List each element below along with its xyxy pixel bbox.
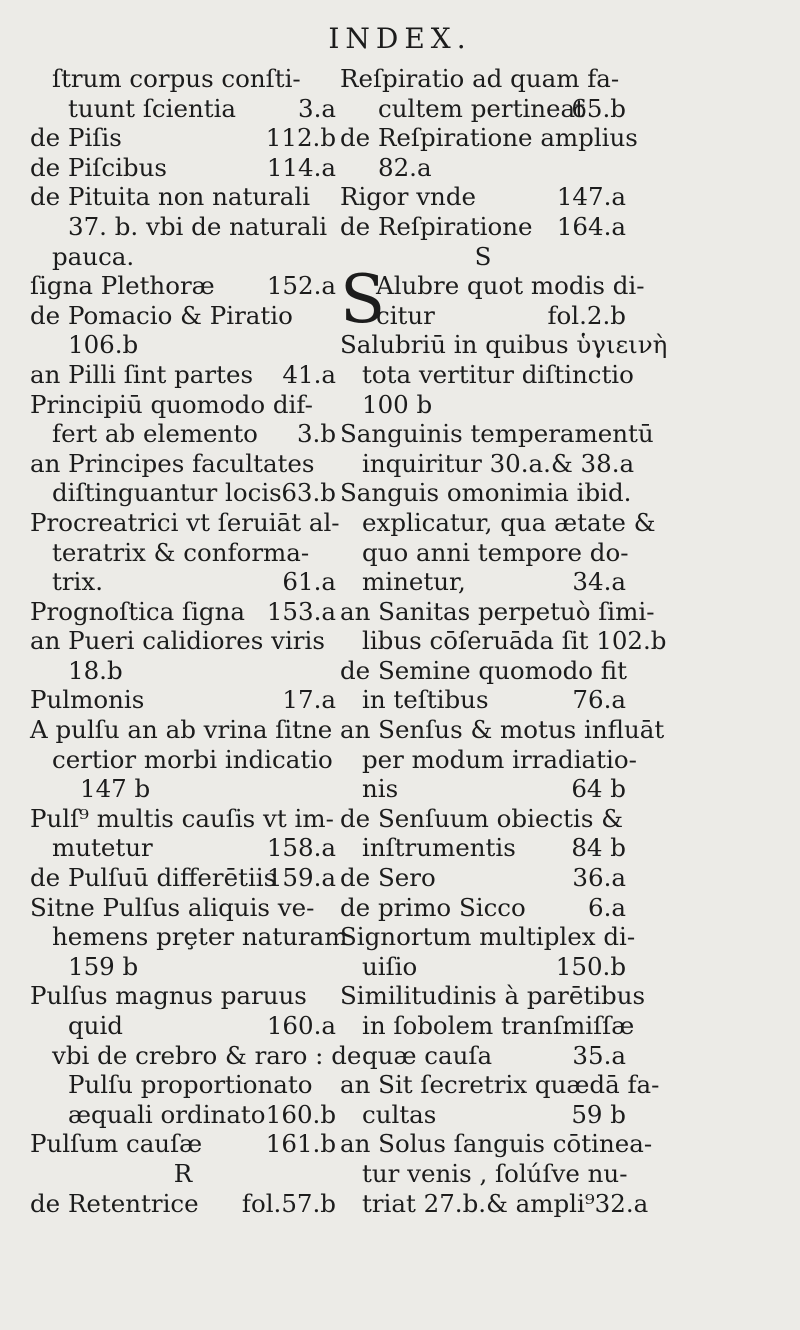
index-entry-line xyxy=(340,1041,626,1071)
entry-text: de Retentrice xyxy=(30,1188,199,1218)
page-reference: 65.b xyxy=(571,93,626,123)
running-head: INDEX. xyxy=(328,22,472,55)
entry-text: Signortum multiplex di- xyxy=(340,922,636,952)
entry-text: quo anni tempore do- xyxy=(362,537,629,567)
index-entry-line xyxy=(340,1070,660,1100)
entry-text: explicatur, qua ætate & xyxy=(362,507,656,537)
entry-text: R xyxy=(173,1158,193,1188)
entry-text: 159 b xyxy=(68,951,139,981)
index-entry-line xyxy=(340,478,632,508)
entry-text: in ſobolem tranſmiſſæ xyxy=(362,1011,635,1040)
index-entry-line xyxy=(30,656,336,686)
index-entry-line xyxy=(30,242,336,272)
entry-text: Rigor vnde xyxy=(340,182,477,212)
entry-text: mutetur xyxy=(52,833,153,863)
index-entry-line xyxy=(340,330,668,360)
entry-text: an Pueri calidiores viris xyxy=(30,626,325,656)
page-reference: 84 b xyxy=(571,833,626,863)
index-entry-line xyxy=(30,94,336,124)
index-entry-line xyxy=(340,685,626,715)
entry-text: uiſio xyxy=(362,951,418,981)
index-entry-line xyxy=(30,745,336,775)
index-entry-line xyxy=(340,507,656,538)
entry-text: de primo Sicco xyxy=(340,892,526,922)
page-reference: 153.a xyxy=(266,596,336,626)
entry-text: fert ab elemento xyxy=(52,419,258,449)
entry-text: diſtinguantur locis xyxy=(52,478,282,508)
index-entry-line xyxy=(30,893,336,923)
index-entry-line xyxy=(30,1040,362,1071)
entry-text: de Piſis xyxy=(30,123,122,153)
entry-text: Similitudinis à parētibus xyxy=(340,981,646,1011)
entry-text: quid xyxy=(68,1011,123,1040)
index-entry-line xyxy=(30,271,336,301)
index-entry-line xyxy=(30,1129,336,1159)
index-entry-line xyxy=(340,537,629,568)
index-entry-line xyxy=(30,478,336,508)
index-entry-line xyxy=(30,301,336,331)
page-reference: 35.a xyxy=(572,1040,626,1070)
index-entry-line xyxy=(30,1100,336,1130)
entry-text: 147 b xyxy=(80,774,151,804)
page-reference: 17.a xyxy=(282,685,336,715)
entry-text: minetur, xyxy=(362,567,466,597)
entry-text: Sanguinis temperamentū xyxy=(340,419,654,449)
page-reference: 36.a xyxy=(572,863,626,893)
index-entry-line xyxy=(340,981,646,1011)
entry-text: an Sanitas perpetuò ſimi- xyxy=(340,596,655,626)
page-reference: 64 b xyxy=(571,774,626,804)
index-entry-line xyxy=(30,153,336,183)
entry-text: in teſtibus xyxy=(362,685,489,715)
entry-text: an Principes facultates xyxy=(30,448,315,478)
index-entry-line xyxy=(340,1188,649,1219)
page-reference: 159.a xyxy=(266,863,336,893)
entry-text: an Sit ſecretrix quædā fa- xyxy=(340,1070,660,1100)
entry-text: nis xyxy=(362,774,399,804)
entry-text: Salubriū in quibus ὑγιεινὴ xyxy=(340,330,668,360)
entry-text: Alubre quot modis di- xyxy=(376,271,645,301)
index-entry-line xyxy=(30,715,336,745)
index-entry-line xyxy=(340,744,637,775)
entry-text: cultas xyxy=(362,1099,437,1129)
page-reference: 150.b xyxy=(555,951,626,981)
index-entry-line xyxy=(30,419,336,449)
entry-text: 106.b xyxy=(68,330,139,360)
page-reference: 152.a xyxy=(266,271,336,301)
entry-text: Reſpiratio ad quam fa- xyxy=(340,64,620,93)
page-reference: 158.a xyxy=(266,833,336,863)
section-letter xyxy=(30,1159,336,1189)
index-entry-line xyxy=(30,212,336,242)
entry-text: inquiritur 30.a.& 38.a xyxy=(362,448,635,478)
index-entry-line xyxy=(30,922,348,952)
entry-text: de Pituita non naturali xyxy=(30,182,311,212)
entry-text: tota vertitur diſtinctio xyxy=(362,359,634,389)
index-entry-line xyxy=(30,1189,336,1219)
index-entry-line xyxy=(340,596,655,627)
index-entry-line xyxy=(340,715,665,745)
page-reference: 76.a xyxy=(572,685,626,715)
entry-text: quæ cauſa xyxy=(362,1040,493,1070)
entry-text: de Semine quomodo fit xyxy=(340,655,627,685)
page-reference: 164.a xyxy=(556,211,626,241)
entry-text: Procreatrici vt ſeruiāt al- xyxy=(30,507,340,537)
index-entry-line xyxy=(30,774,336,804)
index-entry-line xyxy=(340,863,626,893)
page-reference: 41.a xyxy=(282,359,336,389)
entry-text: citur xyxy=(376,300,435,330)
entry-text: A pulſu an ab vrina ſitne xyxy=(30,715,333,745)
entry-text: cultem pertineat xyxy=(378,93,586,123)
index-entry-line xyxy=(30,952,336,982)
index-entry-line xyxy=(30,833,336,863)
index-entry-line xyxy=(340,182,626,212)
entry-text: 37. b. vbi de naturali xyxy=(68,211,328,241)
index-entry-line xyxy=(30,123,336,153)
entry-text: 18.b xyxy=(68,655,123,685)
entry-text: de Pulſuū differētiis xyxy=(30,863,277,893)
entry-text: 100 b xyxy=(362,389,433,419)
entry-text: Pulſu proportionato xyxy=(68,1070,313,1100)
index-entry-line xyxy=(340,774,626,804)
entry-text: libus cōſeruāda ſit 102.b xyxy=(362,626,667,656)
entry-text: Pulſum cauſæ xyxy=(30,1129,203,1159)
page-reference: 161.b xyxy=(265,1129,336,1159)
entry-text: certior morbi indicatio xyxy=(52,744,333,774)
page-reference: 114.a xyxy=(266,152,336,182)
entry-text: Principiū quomodo dif- xyxy=(30,389,313,419)
index-entry-line xyxy=(30,1070,336,1100)
entry-text: ſigna Plethoræ xyxy=(30,271,215,301)
entry-text: an Pilli ſint partes xyxy=(30,359,254,389)
entry-text: vbi de crebro & raro : de xyxy=(52,1040,362,1070)
index-entry-line xyxy=(340,626,667,656)
index-entry-line xyxy=(340,922,636,952)
page-reference: 3.a xyxy=(298,93,336,123)
index-entry-line xyxy=(30,981,336,1011)
index-entry-line xyxy=(340,123,638,153)
page-reference: 63.b xyxy=(281,478,336,508)
entry-text: inſtrumentis xyxy=(362,833,516,863)
entry-text: Pulſ⁹ multis cauſis vt im- xyxy=(30,803,334,833)
index-entry-line xyxy=(340,94,626,124)
index-column-right xyxy=(340,64,668,1218)
index-entry-line xyxy=(30,626,336,656)
entry-text: hemens prȩter naturam xyxy=(52,922,348,952)
index-entry-line xyxy=(340,153,626,183)
index-entry-line xyxy=(30,507,340,538)
index-entry-line xyxy=(340,1159,626,1189)
entry-text: de Reſpiratione xyxy=(340,211,533,241)
entry-text: de Piſcibus xyxy=(30,152,167,182)
index-entry-line xyxy=(30,567,336,597)
index-entry-line xyxy=(30,330,336,360)
entry-text: an Solus ſanguis cōtinea- xyxy=(340,1129,653,1159)
index-entry-line xyxy=(30,863,336,893)
index-entry-line xyxy=(30,538,336,568)
index-entry-line xyxy=(30,360,336,390)
entry-text: de Senſuum obiectis & xyxy=(340,803,624,833)
page-reference: 61.a xyxy=(282,567,336,597)
entry-text: de Reſpiratione amplius xyxy=(340,123,638,153)
index-entry-line xyxy=(340,656,626,686)
index-entry-line xyxy=(30,804,336,834)
index-entry-line xyxy=(340,952,626,982)
index-entry-line xyxy=(340,1011,635,1041)
index-entry-line xyxy=(340,1129,653,1159)
page-reference: fol.2.b xyxy=(547,300,626,330)
entry-text: Sitne Pulſus aliquis ve- xyxy=(30,892,315,922)
index-entry-line xyxy=(340,833,626,863)
entry-text: tuunt ſcientia xyxy=(68,93,237,123)
entry-text: tur venis , ſolúſve nu- xyxy=(362,1158,628,1188)
index-entry-line xyxy=(30,182,336,212)
index-entry-line xyxy=(340,301,626,331)
index-entry-line xyxy=(340,893,626,923)
entry-text: trix. xyxy=(52,567,103,597)
index-entry-line xyxy=(30,449,336,479)
entry-text: æquali ordinato xyxy=(68,1099,266,1129)
index-entry-line xyxy=(340,448,635,479)
entry-text: de Pomacio & Piratio xyxy=(30,300,293,330)
entry-text: Pulmonis xyxy=(30,685,145,715)
page-reference: 59 b xyxy=(571,1099,626,1129)
entry-text: per modum irradiatio- xyxy=(362,744,637,774)
entry-text: Pulſus magnus paruus xyxy=(30,981,307,1011)
entry-text: 82.a xyxy=(378,152,432,182)
page-reference: 112.b xyxy=(265,123,336,153)
index-entry-line xyxy=(340,419,654,449)
page-reference: 160.a xyxy=(266,1011,336,1040)
page-reference: 34.a xyxy=(572,567,626,597)
index-entry-line xyxy=(340,359,634,390)
index-entry-line xyxy=(340,390,626,420)
index-entry-line xyxy=(340,1100,626,1130)
index-entry-line xyxy=(340,804,626,834)
entry-text: pauca. xyxy=(52,241,135,271)
page-reference: 6.a xyxy=(588,892,626,922)
page-reference: 3.b xyxy=(296,419,336,449)
index-entry-line xyxy=(340,64,626,94)
entry-text: triat 27.b.& ampli⁹32.a xyxy=(362,1188,649,1218)
entry-text: Sanguis omonimia ibid. xyxy=(340,478,632,508)
entry-text: S xyxy=(474,241,492,271)
index-entry-line xyxy=(30,685,336,715)
entry-text: Prognoſtica ſigna xyxy=(30,596,245,626)
page-reference: fol.57.b xyxy=(241,1188,336,1218)
index-entry-line xyxy=(30,597,336,627)
index-entry-line xyxy=(340,212,626,242)
entry-text: de Sero xyxy=(340,863,436,893)
index-entry-line xyxy=(30,1011,336,1041)
entry-text: an Senſus & motus influāt xyxy=(340,715,665,745)
page-reference: 160.b xyxy=(265,1099,336,1129)
index-column-left xyxy=(30,64,362,1218)
index-entry-line xyxy=(30,390,336,420)
index-entry-line xyxy=(30,64,336,94)
page-reference: 147.a xyxy=(556,182,626,212)
index-entry-line xyxy=(340,567,626,597)
drop-capital: S xyxy=(340,261,386,339)
entry-text: teratrix & conforma- xyxy=(52,537,310,567)
entry-text: ſtrum corpus conſti- xyxy=(52,64,301,93)
